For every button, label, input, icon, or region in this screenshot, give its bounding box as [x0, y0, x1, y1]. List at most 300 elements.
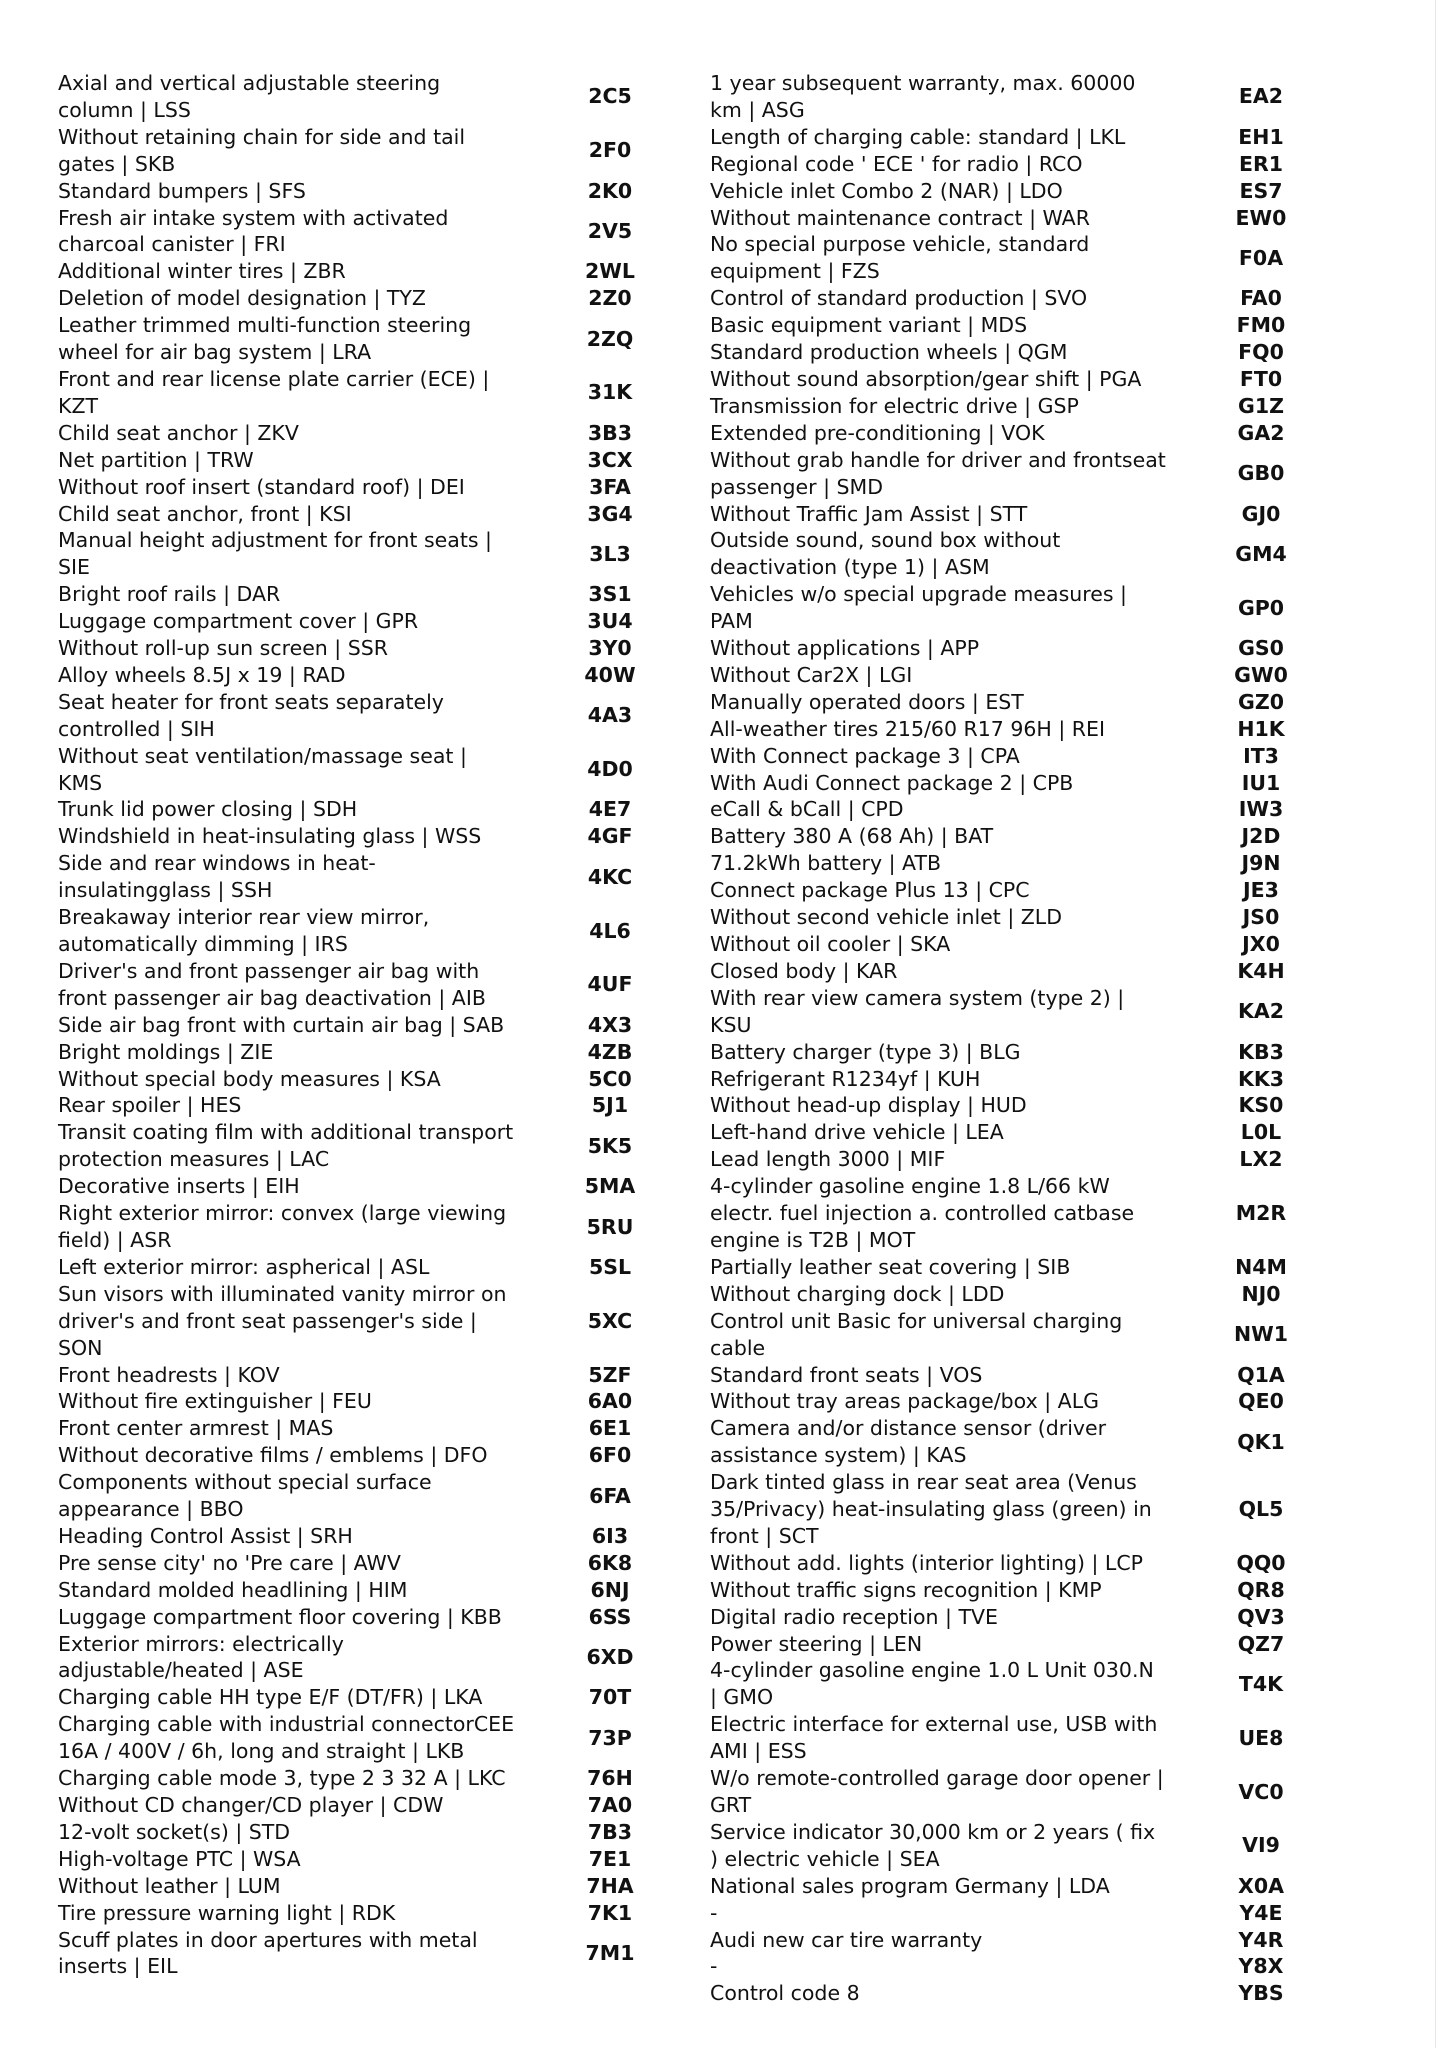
- option-description: Service indicator 30,000 km or 2 years ( fix ) electric vehicle | SEA: [710, 1819, 1156, 1871]
- option-code: G1Z: [1238, 393, 1284, 418]
- option-code: GZ0: [1238, 689, 1284, 714]
- option-row: [58, 1819, 698, 1846]
- option-description: Control unit Basic for universal charging cable: [710, 1308, 1123, 1360]
- option-row: [710, 1119, 1370, 1146]
- option-description: Without applications | APP: [710, 636, 980, 661]
- option-code: Y4R: [1238, 1927, 1284, 1952]
- option-description: Front center armrest | MAS: [58, 1416, 334, 1441]
- option-row: [710, 1308, 1370, 1362]
- option-description: -: [710, 1900, 718, 1925]
- option-row: [710, 447, 1370, 501]
- option-description: No special purpose vehicle, standard equipment | FZS: [710, 232, 1090, 284]
- option-code: JS0: [1242, 905, 1280, 930]
- option-code: VI9: [1242, 1833, 1280, 1858]
- option-description: Partially leather seat covering | SIB: [710, 1254, 1071, 1279]
- option-description: Front headrests | KOV: [58, 1362, 280, 1387]
- option-description: Vehicles w/o special upgrade measures | PAM: [710, 582, 1127, 634]
- option-description: Regional code ' ECE ' for radio | RCO: [710, 151, 1083, 176]
- option-code: 4ZB: [587, 1039, 633, 1064]
- option-code: IT3: [1243, 743, 1279, 768]
- option-description: Power steering | LEN: [710, 1631, 923, 1656]
- option-code: GB0: [1237, 461, 1285, 486]
- option-code: Y8X: [1238, 1954, 1284, 1979]
- option-description: Breakaway interior rear view mirror, automatically dimming | IRS: [58, 905, 430, 956]
- option-description: Components without special surface appearance | BBO: [58, 1470, 432, 1522]
- option-code: 6NJ: [590, 1577, 630, 1602]
- option-code: QV3: [1237, 1604, 1285, 1629]
- option-code: FM0: [1236, 313, 1286, 338]
- option-description: Without leather | LUM: [58, 1873, 281, 1898]
- right-option-column: [710, 70, 1370, 2007]
- option-row: [710, 716, 1370, 743]
- option-row: [710, 1281, 1370, 1308]
- option-row: [710, 770, 1370, 797]
- option-description: Child seat anchor, front | KSI: [58, 501, 352, 526]
- option-code: 5MA: [584, 1174, 636, 1199]
- option-description: Side and rear windows in heat- insulatingglass | SSH: [58, 851, 376, 903]
- option-description: Transmission for electric drive | GSP: [710, 393, 1079, 418]
- option-row: [58, 366, 698, 420]
- option-code: GP0: [1237, 595, 1285, 620]
- option-description: Without roof insert (standard roof) | DEI: [58, 474, 465, 499]
- option-code: 2K0: [587, 178, 633, 203]
- option-row: [58, 1792, 698, 1819]
- option-row: [710, 151, 1370, 178]
- option-code: IW3: [1238, 797, 1284, 822]
- option-description: Rear spoiler | HES: [58, 1093, 242, 1118]
- option-description: -: [710, 1954, 718, 1979]
- option-description: Front and rear license plate carrier (ECE) | KZT: [58, 366, 490, 418]
- option-description: With Audi Connect package 2 | CPB: [710, 770, 1074, 795]
- option-description: Trunk lid power closing | SDH: [58, 797, 358, 822]
- option-description: Seat heater for front seats separately controlled | SIH: [58, 689, 444, 741]
- option-row: [710, 1146, 1370, 1173]
- option-description: Without CD changer/CD player | CDW: [58, 1793, 444, 1817]
- option-row: [58, 258, 698, 285]
- option-description: Net partition | TRW: [58, 447, 254, 472]
- option-code: ER1: [1238, 151, 1284, 176]
- option-code: 4UF: [587, 972, 633, 997]
- option-description: Charging cable HH type E/F (DT/FR) | LKA: [58, 1685, 483, 1710]
- option-row: [58, 178, 698, 205]
- option-row: [58, 312, 698, 366]
- option-description: With Connect package 3 | CPA: [710, 743, 1020, 768]
- option-description: Pre sense city' no 'Pre care | AWV: [58, 1550, 401, 1575]
- option-row: [710, 1173, 1370, 1254]
- option-code: 3Y0: [588, 636, 632, 661]
- option-code: 6K8: [587, 1550, 633, 1575]
- option-description: Windshield in heat-insulating glass | WSS: [58, 824, 482, 849]
- option-row: [58, 124, 698, 178]
- option-description: Control code 8: [710, 1981, 860, 2006]
- option-code: 3CX: [587, 447, 633, 472]
- option-row: [710, 1577, 1370, 1604]
- option-code: 5C0: [588, 1066, 632, 1091]
- option-description: Without second vehicle inlet | ZLD: [710, 905, 1063, 930]
- option-description: Charging cable with industrial connectorCEE 16A / 400V / 6h, long and straight | LKB: [58, 1712, 515, 1764]
- option-code: YBS: [1238, 1981, 1284, 2006]
- option-code: L0L: [1240, 1120, 1282, 1145]
- option-row: [58, 1577, 698, 1604]
- option-description: Camera and/or distance sensor (driver assistance system) | KAS: [710, 1416, 1107, 1468]
- option-description: Bright moldings | ZIE: [58, 1039, 274, 1064]
- option-code: IU1: [1241, 770, 1281, 795]
- option-row: [58, 823, 698, 850]
- option-description: Scuff plates in door apertures with metal inserts | EIL: [58, 1927, 478, 1979]
- option-row: [710, 1604, 1370, 1631]
- option-row: [710, 1469, 1370, 1550]
- option-description: Control of standard production | SVO: [710, 286, 1088, 311]
- option-description: Decorative inserts | EIH: [58, 1174, 300, 1199]
- option-code: 3L3: [589, 541, 631, 566]
- option-code: QZ7: [1237, 1631, 1285, 1656]
- option-row: [710, 366, 1370, 393]
- option-code: 4L6: [589, 918, 631, 943]
- option-code: 5XC: [587, 1308, 633, 1333]
- option-description: Right exterior mirror: convex (large viewing field) | ASR: [58, 1201, 507, 1252]
- option-row: [710, 1631, 1370, 1658]
- option-description: Refrigerant R1234yf | KUH: [710, 1066, 981, 1091]
- option-description: Left-hand drive vehicle | LEA: [710, 1120, 1004, 1145]
- option-row: [710, 1819, 1370, 1873]
- option-code: 4D0: [587, 757, 633, 782]
- option-description: Standard production wheels | QGM: [710, 340, 1068, 365]
- option-row: [58, 1281, 698, 1362]
- option-code: EH1: [1238, 124, 1284, 149]
- option-description: 1 year subsequent warranty, max. 60000 km | ASG: [710, 71, 1136, 122]
- option-code: 2V5: [587, 218, 633, 243]
- option-description: Extended pre-conditioning | VOK: [710, 420, 1045, 445]
- option-code: 4X3: [587, 1012, 633, 1037]
- option-description: Electric interface for external use, USB with AMI | ESS: [710, 1712, 1158, 1764]
- option-description: Luggage compartment floor covering | KBB: [58, 1604, 502, 1629]
- option-description: 4-cylinder gasoline engine 1.8 L/66 kW electr. fuel injection a. controlled catbase engine is T2B | MOT: [710, 1174, 1135, 1252]
- option-row: [710, 635, 1370, 662]
- option-row: [710, 1415, 1370, 1469]
- option-row: [710, 1900, 1370, 1927]
- option-code: FT0: [1239, 366, 1283, 391]
- option-row: [58, 1442, 698, 1469]
- option-description: Without decorative films / emblems | DFO: [58, 1443, 488, 1468]
- option-code: 3G4: [587, 501, 633, 526]
- option-description: Without head-up display | HUD: [710, 1093, 1027, 1118]
- option-code: GA2: [1237, 420, 1285, 445]
- option-row: [58, 1523, 698, 1550]
- option-description: Exterior mirrors: electrically adjustable/heated | ASE: [58, 1631, 344, 1683]
- option-row: [710, 958, 1370, 985]
- option-code: 7E1: [588, 1846, 632, 1871]
- option-code: UE8: [1238, 1725, 1284, 1750]
- option-code: 3B3: [587, 420, 633, 445]
- option-row: [710, 877, 1370, 904]
- option-code: GS0: [1238, 636, 1284, 661]
- option-code: 70T: [588, 1685, 632, 1710]
- option-description: Battery 380 A (68 Ah) | BAT: [710, 824, 994, 849]
- option-description: Without maintenance contract | WAR: [710, 205, 1090, 230]
- option-code: 7B3: [587, 1819, 633, 1844]
- option-description: Without charging dock | LDD: [710, 1281, 1005, 1306]
- option-row: [58, 689, 698, 743]
- option-row: [710, 796, 1370, 823]
- option-row: [58, 501, 698, 528]
- option-row: [58, 1173, 698, 1200]
- option-description: Driver's and front passenger air bag with front passenger air bag deactivation | AIB: [58, 958, 486, 1010]
- option-description: Without sound absorption/gear shift | PGA: [710, 366, 1142, 391]
- option-row: [710, 743, 1370, 770]
- option-row: [58, 285, 698, 312]
- option-code: 7HA: [586, 1873, 634, 1898]
- option-row: [710, 1657, 1370, 1711]
- option-code: 7K1: [587, 1900, 633, 1925]
- option-code: NJ0: [1241, 1281, 1281, 1306]
- option-row: [58, 1846, 698, 1873]
- option-row: [58, 1550, 698, 1577]
- option-code: NW1: [1233, 1322, 1289, 1347]
- option-row: [58, 1362, 698, 1389]
- option-row: [58, 1200, 698, 1254]
- option-row: [58, 796, 698, 823]
- option-code: 2WL: [585, 259, 635, 284]
- option-row: [710, 420, 1370, 447]
- option-code: KS0: [1238, 1093, 1284, 1118]
- option-row: [710, 70, 1370, 124]
- option-row: [710, 1066, 1370, 1093]
- option-row: [58, 70, 698, 124]
- option-code: 4GF: [587, 824, 633, 849]
- option-code: 5SL: [588, 1254, 632, 1279]
- option-row: [710, 689, 1370, 716]
- option-description: Without fire extinguisher | FEU: [58, 1389, 372, 1414]
- option-row: [710, 1711, 1370, 1765]
- option-code: 73P: [588, 1725, 632, 1750]
- option-code: FA0: [1240, 286, 1282, 311]
- option-code: 6I3: [591, 1523, 629, 1548]
- option-description: Dark tinted glass in rear seat area (Venus 35/Privacy) heat-insulating glass (green) in front | SCT: [710, 1470, 1152, 1548]
- option-row: [58, 743, 698, 797]
- option-row: [710, 662, 1370, 689]
- option-row: [58, 1388, 698, 1415]
- option-row: [58, 1900, 698, 1927]
- option-code: 2C5: [588, 84, 632, 109]
- option-code: 3FA: [589, 474, 631, 499]
- option-description: Length of charging cable: standard | LKL: [710, 124, 1126, 149]
- option-code: 2F0: [588, 138, 632, 163]
- option-description: Connect package Plus 13 | CPC: [710, 878, 1030, 903]
- option-row: [710, 1873, 1370, 1900]
- option-description: High-voltage PTC | WSA: [58, 1846, 301, 1871]
- option-description: Closed body | KAR: [710, 958, 898, 983]
- option-description: Without special body measures | KSA: [58, 1066, 441, 1091]
- option-row: [710, 231, 1370, 285]
- option-description: Basic equipment variant | MDS: [710, 313, 1028, 338]
- option-code: QK1: [1237, 1429, 1285, 1454]
- option-row: [58, 1039, 698, 1066]
- option-row: [710, 1039, 1370, 1066]
- option-row: [710, 985, 1370, 1039]
- option-description: Charging cable mode 3, type 2 3 32 A | LKC: [58, 1766, 506, 1791]
- option-description: Battery charger (type 3) | BLG: [710, 1039, 1021, 1064]
- option-code: N4M: [1235, 1254, 1287, 1279]
- option-description: Standard molded headlining | HIM: [58, 1577, 408, 1602]
- option-code: J9N: [1241, 851, 1281, 876]
- option-code: 4A3: [587, 703, 633, 728]
- option-description: 4-cylinder gasoline engine 1.0 L Unit 030.N | GMO: [710, 1658, 1154, 1710]
- option-description: Without Traffic Jam Assist | STT: [710, 501, 1028, 526]
- option-row: [710, 312, 1370, 339]
- option-row: [710, 1765, 1370, 1819]
- option-code: T4K: [1238, 1671, 1284, 1696]
- option-code: H1K: [1237, 716, 1285, 741]
- option-code: 6FA: [589, 1483, 631, 1508]
- option-code: M2R: [1235, 1201, 1287, 1226]
- option-code: 76H: [587, 1766, 633, 1791]
- option-row: [710, 178, 1370, 205]
- option-row: [58, 1119, 698, 1173]
- option-row: [710, 339, 1370, 366]
- option-code: QE0: [1238, 1389, 1284, 1414]
- option-description: Without roll-up sun screen | SSR: [58, 636, 389, 661]
- option-row: [710, 1254, 1370, 1281]
- option-row: [710, 1092, 1370, 1119]
- option-description: Audi new car tire warranty: [710, 1927, 983, 1952]
- option-code: F0A: [1238, 245, 1284, 270]
- option-row: [58, 1066, 698, 1093]
- option-row: [710, 205, 1370, 232]
- option-row: [710, 1388, 1370, 1415]
- option-description: Deletion of model designation | TYZ: [58, 286, 426, 311]
- option-row: [710, 285, 1370, 312]
- option-row: [58, 662, 698, 689]
- option-code: EA2: [1238, 84, 1284, 109]
- option-description: Sun visors with illuminated vanity mirror on driver's and front seat passenger's side | SON: [58, 1281, 507, 1360]
- option-row: [710, 1927, 1370, 1954]
- option-description: With rear view camera system (type 2) | KSU: [710, 985, 1125, 1037]
- option-code: EW0: [1235, 205, 1287, 230]
- option-description: Luggage compartment cover | GPR: [58, 609, 419, 634]
- option-code: 3S1: [588, 582, 632, 607]
- option-code: KA2: [1237, 999, 1284, 1024]
- option-code: GJ0: [1241, 501, 1281, 526]
- option-row: [58, 850, 698, 904]
- option-description: Without grab handle for driver and frontseat passenger | SMD: [710, 447, 1166, 499]
- option-description: Manual height adjustment for front seats | SIE: [58, 528, 492, 580]
- option-code: QL5: [1238, 1497, 1284, 1522]
- option-description: Standard bumpers | SFS: [58, 178, 306, 203]
- option-row: [710, 527, 1370, 581]
- option-row: [58, 205, 698, 259]
- option-row: [58, 1604, 698, 1631]
- option-code: X0A: [1238, 1873, 1284, 1898]
- option-row: [710, 581, 1370, 635]
- option-row: [58, 1092, 698, 1119]
- option-code: 7A0: [587, 1793, 633, 1817]
- option-description: Without oil cooler | SKA: [710, 932, 951, 956]
- option-code: QR8: [1237, 1577, 1285, 1602]
- option-code: 5K5: [587, 1133, 633, 1158]
- option-code: LX2: [1239, 1147, 1283, 1172]
- option-row: [710, 1550, 1370, 1577]
- option-row: [710, 393, 1370, 420]
- option-row: [710, 850, 1370, 877]
- option-row: [58, 527, 698, 581]
- option-description: Manually operated doors | EST: [710, 689, 1024, 714]
- option-row: [58, 581, 698, 608]
- option-code: 2Z0: [588, 286, 632, 311]
- option-code: 40W: [584, 662, 636, 687]
- option-description: Outside sound, sound box without deactivation (type 1) | ASM: [710, 528, 1061, 580]
- scan-edge-line: [1435, 0, 1436, 2048]
- option-description: Additional winter tires | ZBR: [58, 259, 346, 284]
- option-description: 12-volt socket(s) | STD: [58, 1819, 291, 1844]
- option-description: Heading Control Assist | SRH: [58, 1523, 353, 1548]
- option-code: 7M1: [585, 1940, 635, 1965]
- option-description: Standard front seats | VOS: [710, 1362, 983, 1387]
- option-description: Without traffic signs recognition | KMP: [710, 1577, 1102, 1602]
- option-row: [710, 501, 1370, 528]
- option-description: Alloy wheels 8.5J x 19 | RAD: [58, 662, 346, 687]
- option-row: [58, 1684, 698, 1711]
- option-row: [710, 124, 1370, 151]
- option-code: KB3: [1238, 1039, 1284, 1064]
- option-row: [58, 1415, 698, 1442]
- option-code: 4KC: [587, 864, 633, 889]
- option-code: 31K: [587, 380, 633, 405]
- option-description: Tire pressure warning light | RDK: [58, 1900, 396, 1925]
- option-code: 6A0: [587, 1389, 633, 1414]
- option-row: [710, 1362, 1370, 1389]
- option-description: National sales program Germany | LDA: [710, 1873, 1110, 1898]
- option-code: KK3: [1237, 1066, 1285, 1091]
- option-row: [710, 823, 1370, 850]
- option-row: [58, 1254, 698, 1281]
- option-description: Side air bag front with curtain air bag | SAB: [58, 1012, 505, 1037]
- option-code: JX0: [1242, 932, 1280, 956]
- option-row: [58, 474, 698, 501]
- left-option-column: [58, 70, 698, 1980]
- option-description: Without add. lights (interior lighting) | LCP: [710, 1550, 1144, 1575]
- option-row: [58, 447, 698, 474]
- option-row: [58, 904, 698, 958]
- option-description: Bright roof rails | DAR: [58, 582, 281, 607]
- option-code: 5RU: [586, 1214, 634, 1239]
- option-row: [58, 420, 698, 447]
- option-code: 5ZF: [588, 1362, 632, 1387]
- option-row: [710, 1980, 1370, 2007]
- option-row: [58, 1631, 698, 1685]
- option-row: [58, 1927, 698, 1981]
- option-description: Left exterior mirror: aspherical | ASL: [58, 1254, 430, 1279]
- option-row: [710, 1953, 1370, 1980]
- option-code: Y4E: [1239, 1900, 1283, 1925]
- option-code: K4H: [1237, 958, 1285, 983]
- option-description: W/o remote-controlled garage door opener | GRT: [710, 1766, 1164, 1817]
- option-description: Without tray areas package/box | ALG: [710, 1389, 1099, 1414]
- option-code: 4E7: [588, 797, 632, 822]
- option-code: Q1A: [1237, 1362, 1285, 1387]
- option-code: QQ0: [1236, 1550, 1286, 1575]
- option-description: Digital radio reception | TVE: [710, 1604, 998, 1629]
- option-code: 2ZQ: [586, 326, 634, 351]
- option-code: ES7: [1239, 178, 1283, 203]
- option-code: GM4: [1235, 541, 1287, 566]
- option-row: [58, 1469, 698, 1523]
- option-description: Lead length 3000 | MIF: [710, 1147, 946, 1172]
- option-row: [58, 1012, 698, 1039]
- option-description: All-weather tires 215/60 R17 96H | REI: [710, 716, 1106, 741]
- option-code: 5J1: [591, 1093, 629, 1118]
- option-description: Leather trimmed multi-function steering wheel for air bag system | LRA: [58, 313, 472, 365]
- option-code: GW0: [1234, 662, 1288, 687]
